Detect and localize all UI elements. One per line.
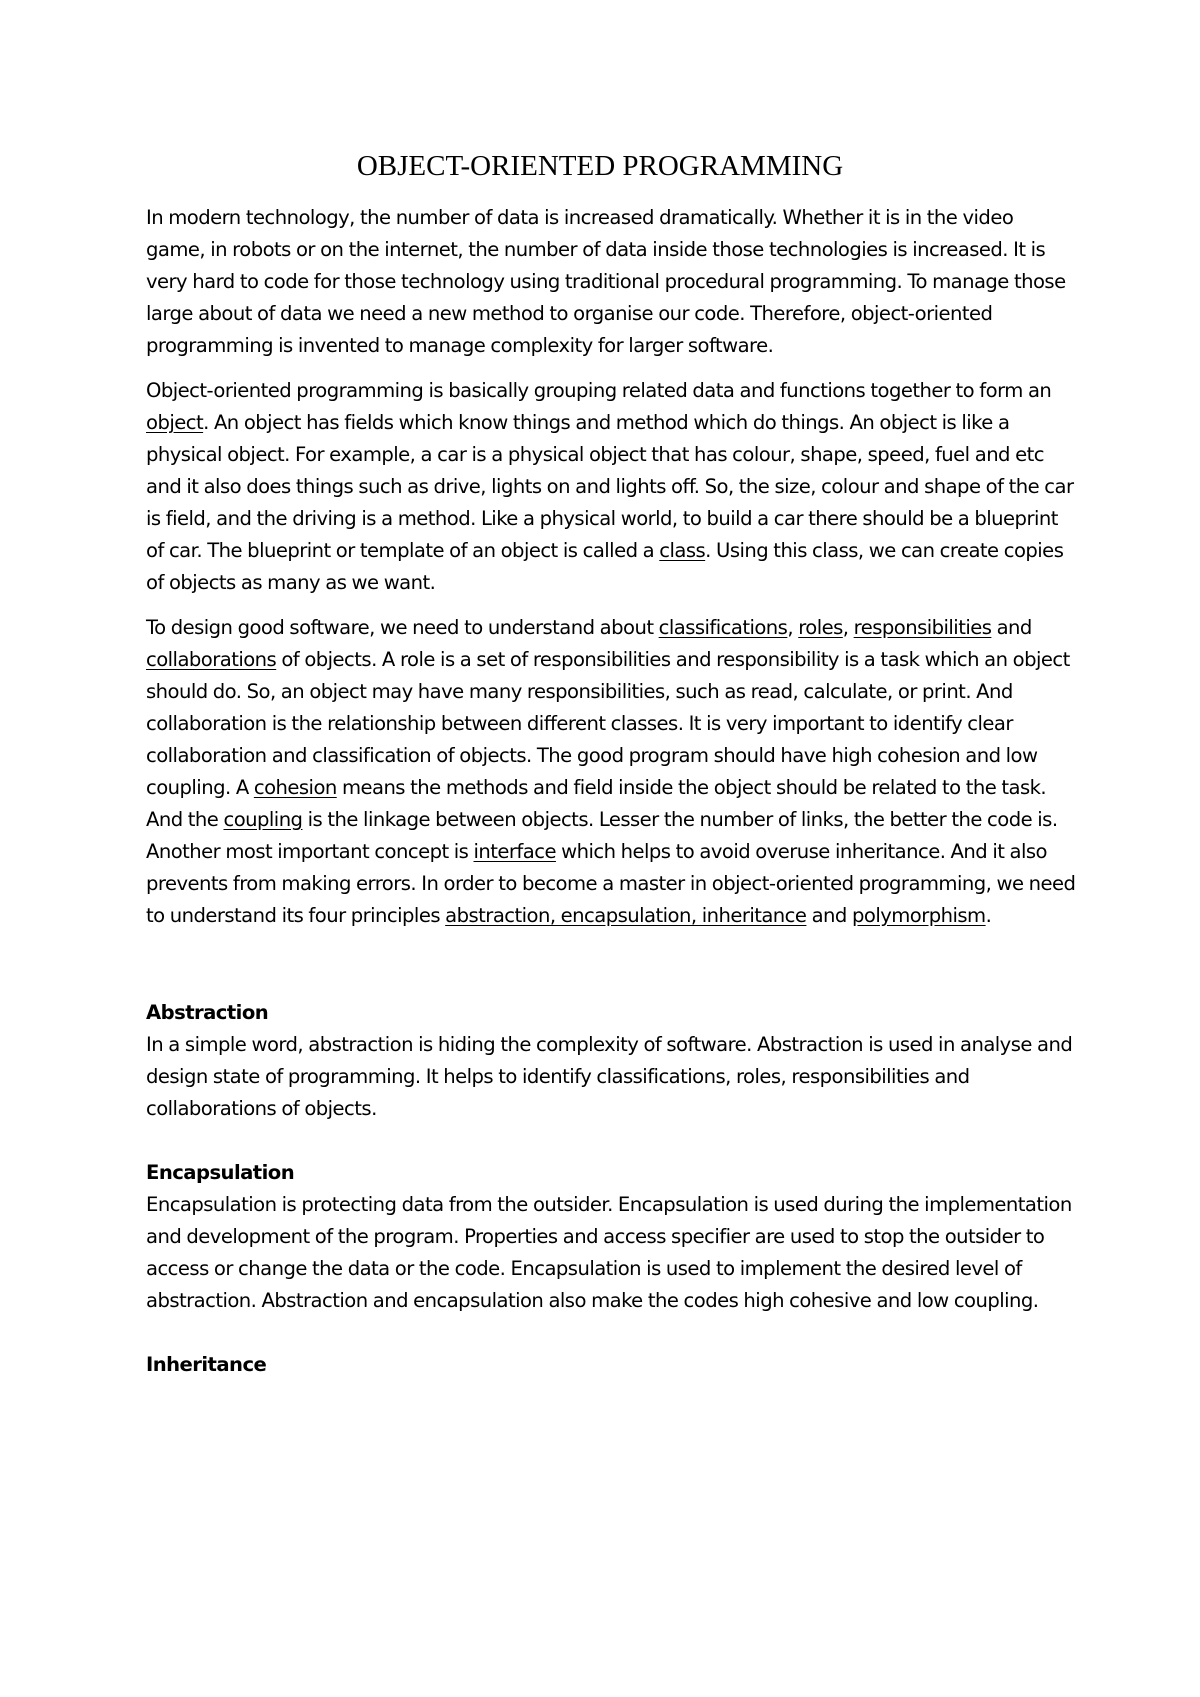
term-interface: interface: [473, 840, 556, 863]
text-run: of objects. A role is a set of responsibilities and responsibility is a task which an object should do. So, an object may have many responsibilities, such as read, calculate, or print. And collaboration is the relationship between different classes. It is very important to identify clear collaboration and classification of objects. The good program should have high cohesion and low coupling. A: [146, 648, 1070, 799]
abstraction-paragraph: In a simple word, abstraction is hiding the complexity of software. Abstraction is used in analyse and design state of programming. It helps to identify classifications, roles, responsibilities and collaborations of objects.: [146, 1033, 1073, 1120]
document-title: OBJECT-ORIENTED PROGRAMMING: [356, 150, 844, 182]
text-run: . An object has fields which know things and method which do things. An object is like a physical object. For example, a car is a physical object that has colour, shape, speed, fuel and etc and it also does things such as drive, lights on and lights off. So, the size, colour and shape of the car is field, and the driving is a method. Like a physical world, to build a car there should be a blueprint of car. The blueprint or template of an object is called a: [146, 411, 1074, 562]
term-cohesion: cohesion: [253, 776, 337, 799]
term-coupling: coupling: [223, 808, 303, 831]
term-classifications: classifications: [658, 616, 788, 639]
oop-definition-paragraph: [146, 375, 1076, 599]
text-run: is the linkage between objects. Lesser the number of links, the better the code is. Another most important concept is: [146, 808, 1058, 863]
text-run: Object-oriented programming is basically grouping related data and functions together to form an: [146, 379, 1052, 402]
text-run: ,: [787, 616, 799, 639]
term-roles: roles: [798, 616, 843, 639]
inheritance-heading: Inheritance: [146, 1353, 267, 1376]
text-run: means the methods and field inside the object should be related to the task. And the: [146, 776, 1047, 831]
term-object: object: [146, 411, 204, 434]
encapsulation-paragraph: Encapsulation is protecting data from the outsider. Encapsulation is used during the implementation and development of the program. Properties and access specifier are used to stop the outsider to access or change the data or the code. Encapsulation is used to implement the desired level of abstraction. Abstraction and encapsulation also make the codes high cohesive and low coupling.: [146, 1193, 1072, 1312]
intro-paragraph: In modern technology, the number of data is increased dramatically. Whether it is in the video game, in robots or on the internet, the number of data inside those technologies is increased. It is very hard to code for those technology using traditional procedural programming. To manage those large about of data we need a new method to organise our code. Therefore, object-oriented programming is invented to manage complexity for larger software.: [146, 206, 1066, 357]
encapsulation-heading: Encapsulation: [146, 1161, 295, 1184]
term-class: class: [659, 539, 706, 562]
text-run: ,: [842, 616, 854, 639]
text-run: and: [806, 904, 852, 927]
text-run: .: [985, 904, 992, 927]
text-run: which helps to avoid overuse inheritance. And it also prevents from making errors. In order to become a master in object-oriented programming, we need to understand its four principles: [146, 840, 1076, 927]
document-body: [146, 202, 1076, 1381]
term-polymorphism: polymorphism: [852, 904, 986, 927]
term-responsibilities: responsibilities: [853, 616, 992, 639]
term-collaborations: collaborations: [146, 648, 277, 671]
term-principles: abstraction, encapsulation, inheritance: [445, 904, 807, 927]
design-paragraph: [146, 612, 1076, 932]
abstraction-heading: Abstraction: [146, 1001, 269, 1024]
text-run: To design good software, we need to understand about: [146, 616, 659, 639]
text-run: and: [991, 616, 1032, 639]
text-run: . Using this class, we can create copies of objects as many as we want.: [146, 539, 1064, 594]
